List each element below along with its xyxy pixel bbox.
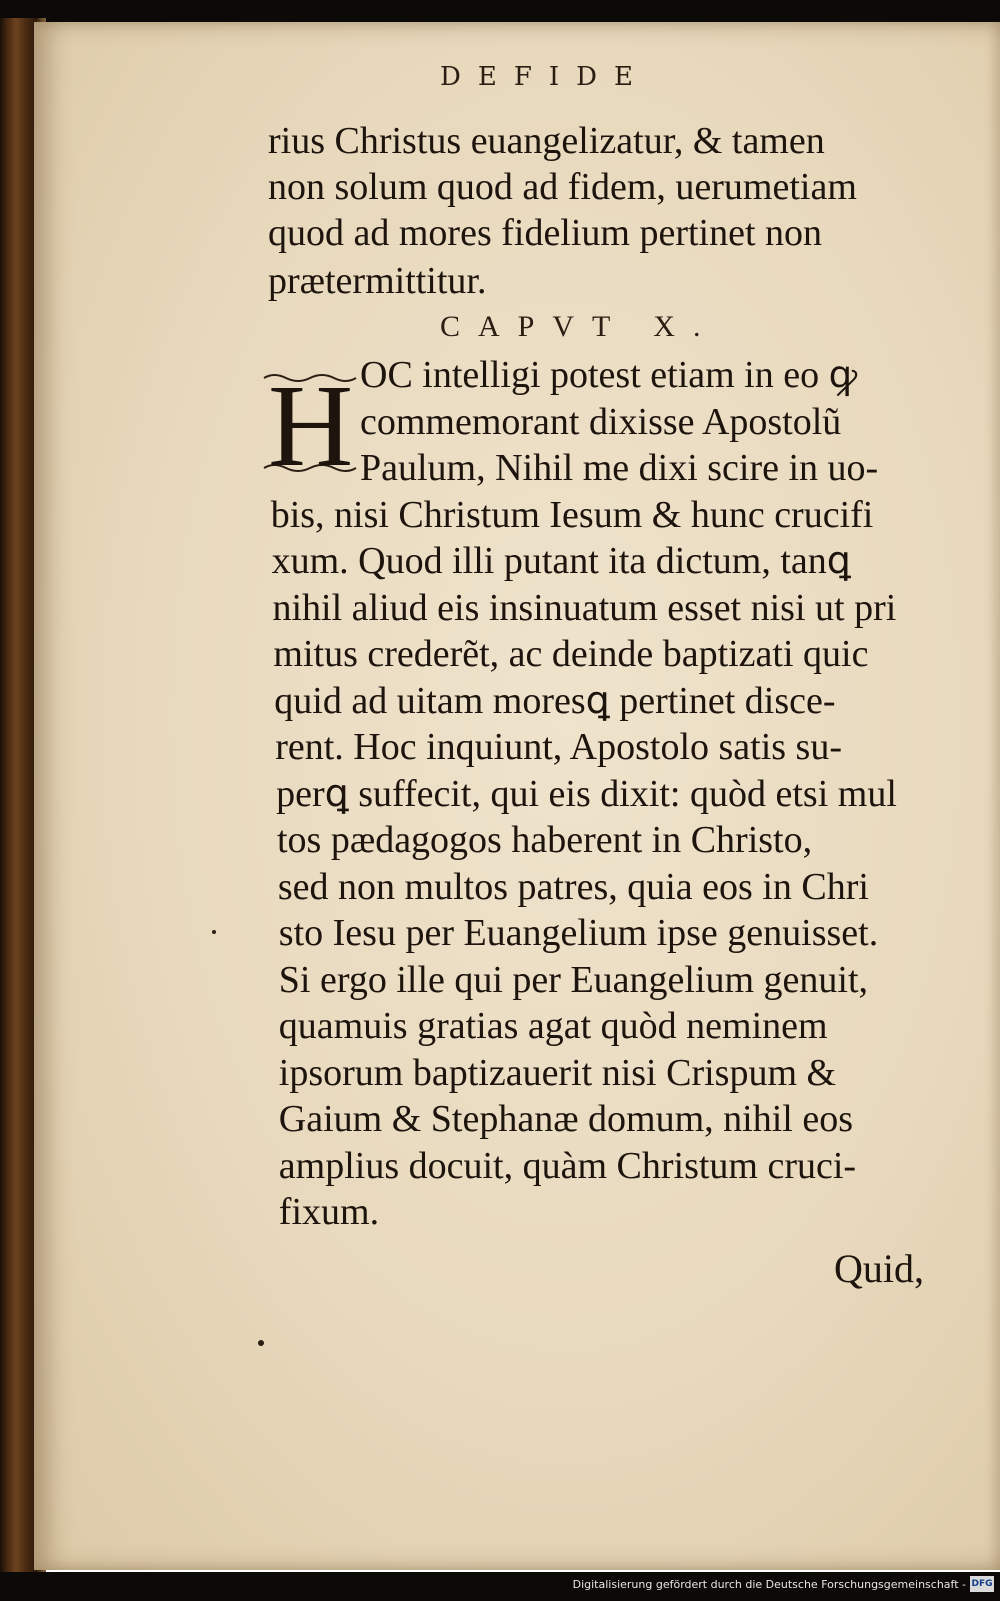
text-line: quid ad uitam moresꝗ pertinet disce- [274, 679, 836, 722]
text-line: xum. Quod illi putant ita dictum, tanꝗ [271, 540, 851, 582]
text-line: rent. Hoc inquiunt, Apostolo satis su- [275, 726, 842, 768]
digitization-credit: Digitalisierung gefördert durch die Deutsche Forschungsgemeinschaft - [572, 1578, 966, 1591]
top-scan-border [0, 0, 1000, 22]
catchword: Quid, [834, 1246, 924, 1291]
text-line: fixum. [278, 1191, 380, 1233]
text-line: Si ergo ille qui per Euangelium genuit, [278, 958, 869, 1001]
text-line: sto Iesu per Euangelium ipse genuisset. [278, 912, 879, 954]
text-line: bis, nisi Christum Iesum & hunc crucifi [270, 493, 874, 536]
text-line: prætermittitur. [268, 260, 487, 302]
text-line: tos pædagogos haberent in Christo, [277, 819, 813, 861]
ink-speck [212, 930, 216, 934]
text-line: sed non multos patres, quia eos in Chri [277, 865, 869, 908]
text-line: Paulum, Nihil me dixi scire in uo- [360, 447, 879, 489]
drop-cap: H [268, 360, 354, 491]
chapter-heading: CAPVT X. [440, 310, 719, 343]
text-line: perꝗ suffecit, qui eis dixit: quòd etsi mul [276, 772, 897, 815]
text-line: Gaium & Stephanæ domum, nihil eos [278, 1098, 853, 1140]
text-line: quamuis gratias agat quòd neminem [278, 1005, 828, 1047]
text-line: quod ad mores fidelium pertinet non [268, 212, 823, 254]
text-line: non solum quod ad fidem, uerumetiam [268, 166, 857, 208]
text-line: rius Christus euangelizatur, & tamen [268, 120, 825, 162]
text-line: commemorant dixisse Apostolũ [360, 400, 842, 443]
text-line: OC intelligi potest etiam in eo ꝙ [360, 354, 858, 396]
running-head: DEFIDE [440, 62, 650, 92]
text-line: ipsorum baptizauerit nisi Crispum & [278, 1051, 837, 1094]
dfg-logo-icon: DFG [970, 1576, 994, 1592]
text-line: mitus crederẽt, ac deinde baptizati quic [273, 633, 869, 675]
text-line: amplius docuit, quàm Christum cruci- [278, 1144, 857, 1187]
ink-speck [258, 1340, 264, 1346]
text-line: nihil aliud eis insinuatum esset nisi ut pri [272, 586, 897, 629]
